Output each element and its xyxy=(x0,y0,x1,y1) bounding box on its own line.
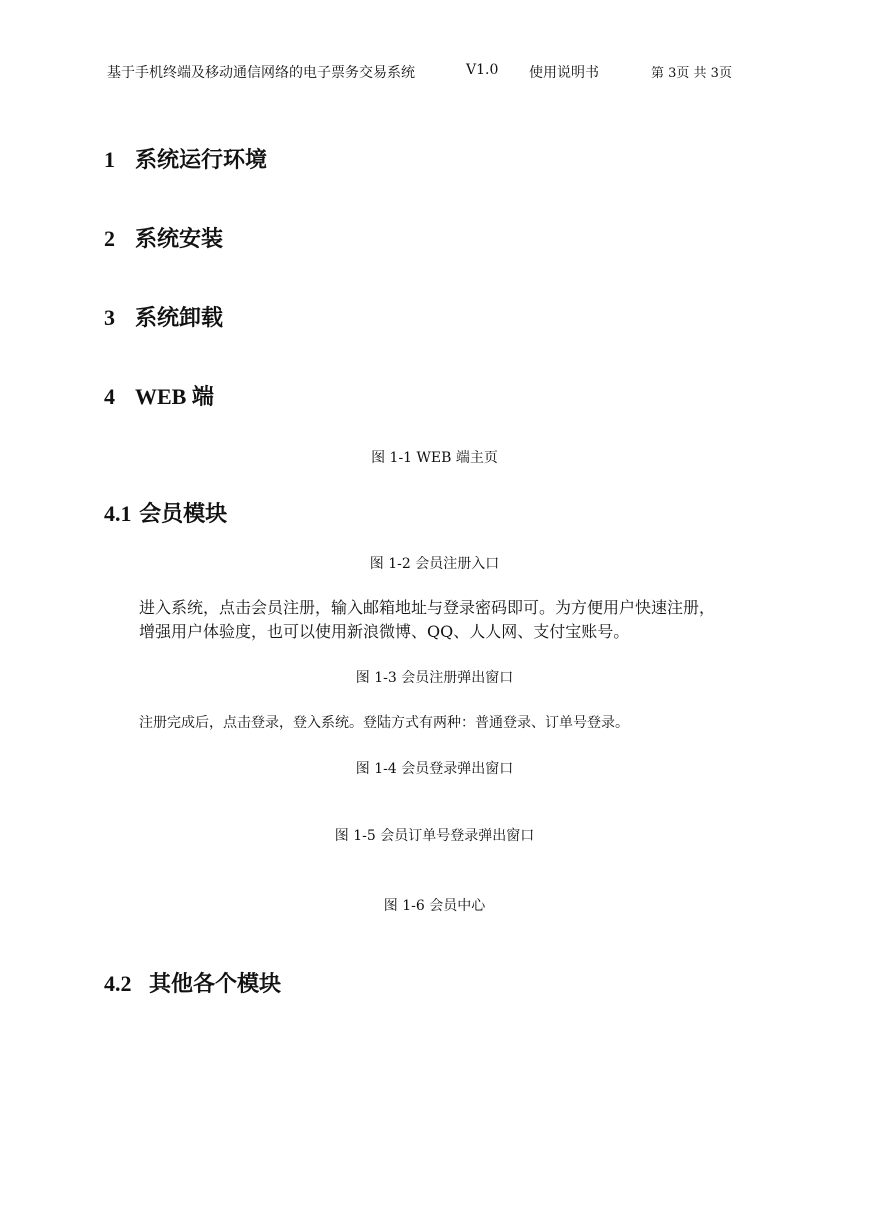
header-doc-type: 使用说明书 xyxy=(529,65,599,81)
figure-caption-1-3: 图 1-3 会员注册弹出窗口 xyxy=(355,670,514,686)
figure-caption-1-5: 图 1-5 会员订单号登录弹出窗口 xyxy=(334,828,535,844)
heading-member-module xyxy=(104,497,227,528)
figure-caption-1-2: 图 1-2 会员注册入口 xyxy=(369,556,500,572)
section-number: 3 xyxy=(104,305,115,330)
figure-caption-1-4: 图 1-4 会员登录弹出窗口 xyxy=(355,761,514,777)
section-number: 4.1 xyxy=(104,501,132,526)
section-number: 1 xyxy=(104,147,115,172)
section-title: 会员模块 xyxy=(139,501,228,527)
header-page-info: 第 3页 共 3页 xyxy=(651,66,732,81)
paragraph-register xyxy=(139,596,789,644)
heading-system-uninstall xyxy=(104,301,223,332)
section-title: 其他各个模块 xyxy=(149,971,282,997)
heading-system-install xyxy=(104,222,223,253)
figure-caption-1-1: 图 1-1 WEB 端主页 xyxy=(371,450,498,466)
section-title: 系统卸载 xyxy=(135,305,224,331)
section-number: 4 xyxy=(104,384,115,409)
paragraph-login: 注册完成后，点击登录，登入系统。登陆方式有两种：普通登录、订单号登录。 xyxy=(139,715,629,731)
section-number: 4.2 xyxy=(104,971,132,996)
header-title: 基于手机终端及移动通信网络的电子票务交易系统 xyxy=(107,65,415,81)
section-title: 系统运行环境 xyxy=(135,147,268,173)
header-version: V1.0 xyxy=(466,62,499,78)
heading-other-modules xyxy=(104,967,281,998)
section-title: 系统安装 xyxy=(135,226,224,252)
page-header xyxy=(0,62,869,82)
heading-web-client xyxy=(104,380,214,411)
paragraph-line: 增强用户体验度，也可以使用新浪微博、QQ、人人网、支付宝账号。 xyxy=(139,622,630,641)
heading-system-environment xyxy=(104,143,267,174)
section-title: WEB 端 xyxy=(135,384,214,409)
paragraph-line: 进入系统，点击会员注册，输入邮箱地址与登录密码即可。为方便用户快速注册， xyxy=(139,598,716,617)
section-number: 2 xyxy=(104,226,115,251)
figure-caption-1-6: 图 1-6 会员中心 xyxy=(383,898,486,914)
